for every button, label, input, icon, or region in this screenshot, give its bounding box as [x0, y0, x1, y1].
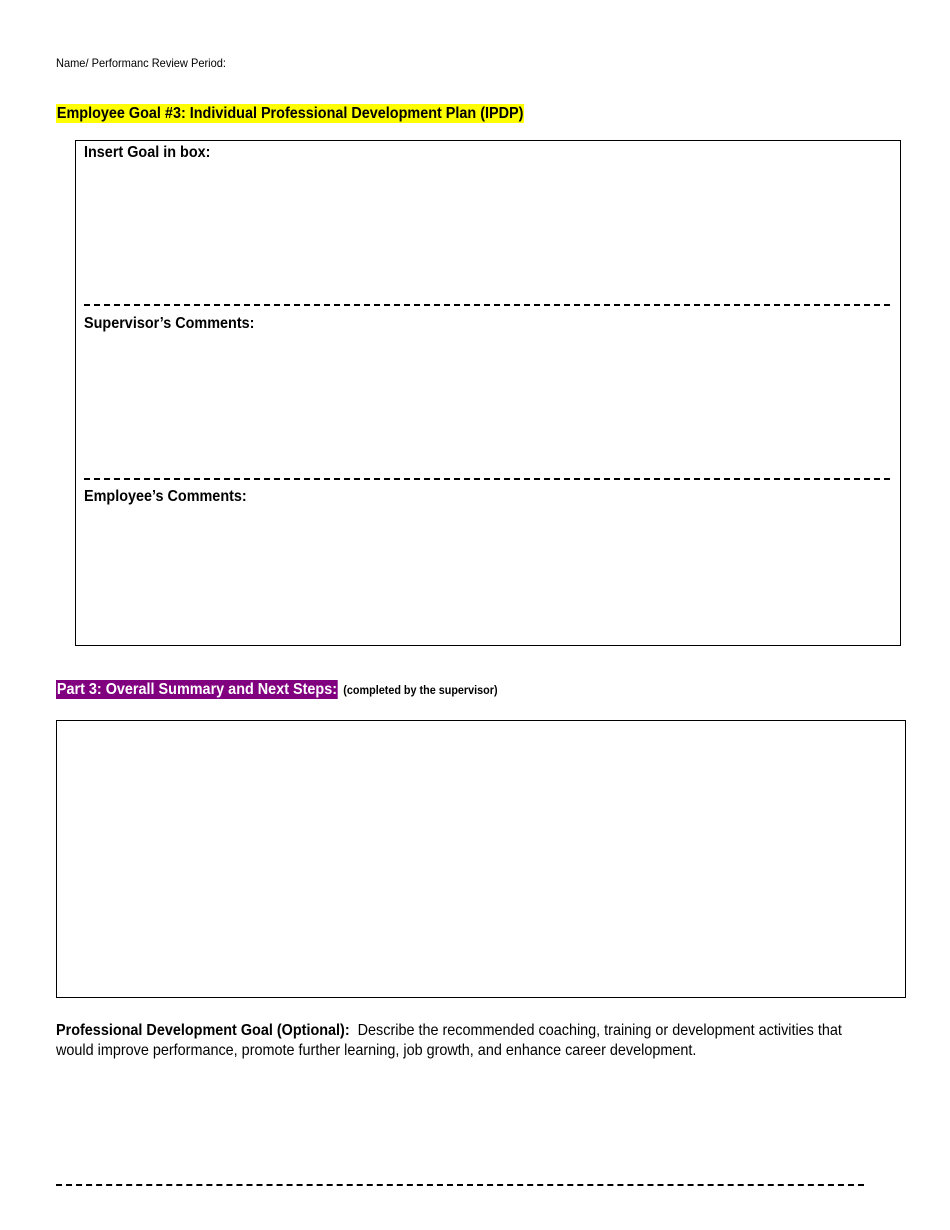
name-review-period-label: Name/ Performanc Review Period:: [56, 56, 226, 70]
bottom-divider: [56, 1184, 864, 1186]
supervisor-divider: [84, 478, 890, 480]
professional-development-label: Professional Development Goal (Optional):: [56, 1022, 350, 1039]
part3-heading-row: [56, 680, 547, 699]
insert-goal-label: Insert Goal in box:: [84, 144, 211, 161]
supervisor-comments-label: Supervisor’s Comments:: [84, 315, 255, 332]
part3-note: (completed by the supervisor): [343, 683, 498, 697]
goal-divider: [84, 304, 890, 306]
professional-development-goal: [56, 1021, 866, 1061]
employee-goal-3-heading: Employee Goal #3: Individual Professional Development Plan (IPDP): [56, 105, 524, 122]
part3-heading: Part 3: Overall Summary and Next Steps:: [56, 681, 338, 698]
overall-summary-box[interactable]: [56, 720, 906, 998]
goal-box[interactable]: [75, 140, 901, 646]
professional-development-description: Describe the recommended coaching, training or development activities that would improve performance, promote further learning, job growth, and enhance career development.: [56, 1022, 842, 1059]
employee-comments-label: Employee’s Comments:: [84, 488, 247, 505]
